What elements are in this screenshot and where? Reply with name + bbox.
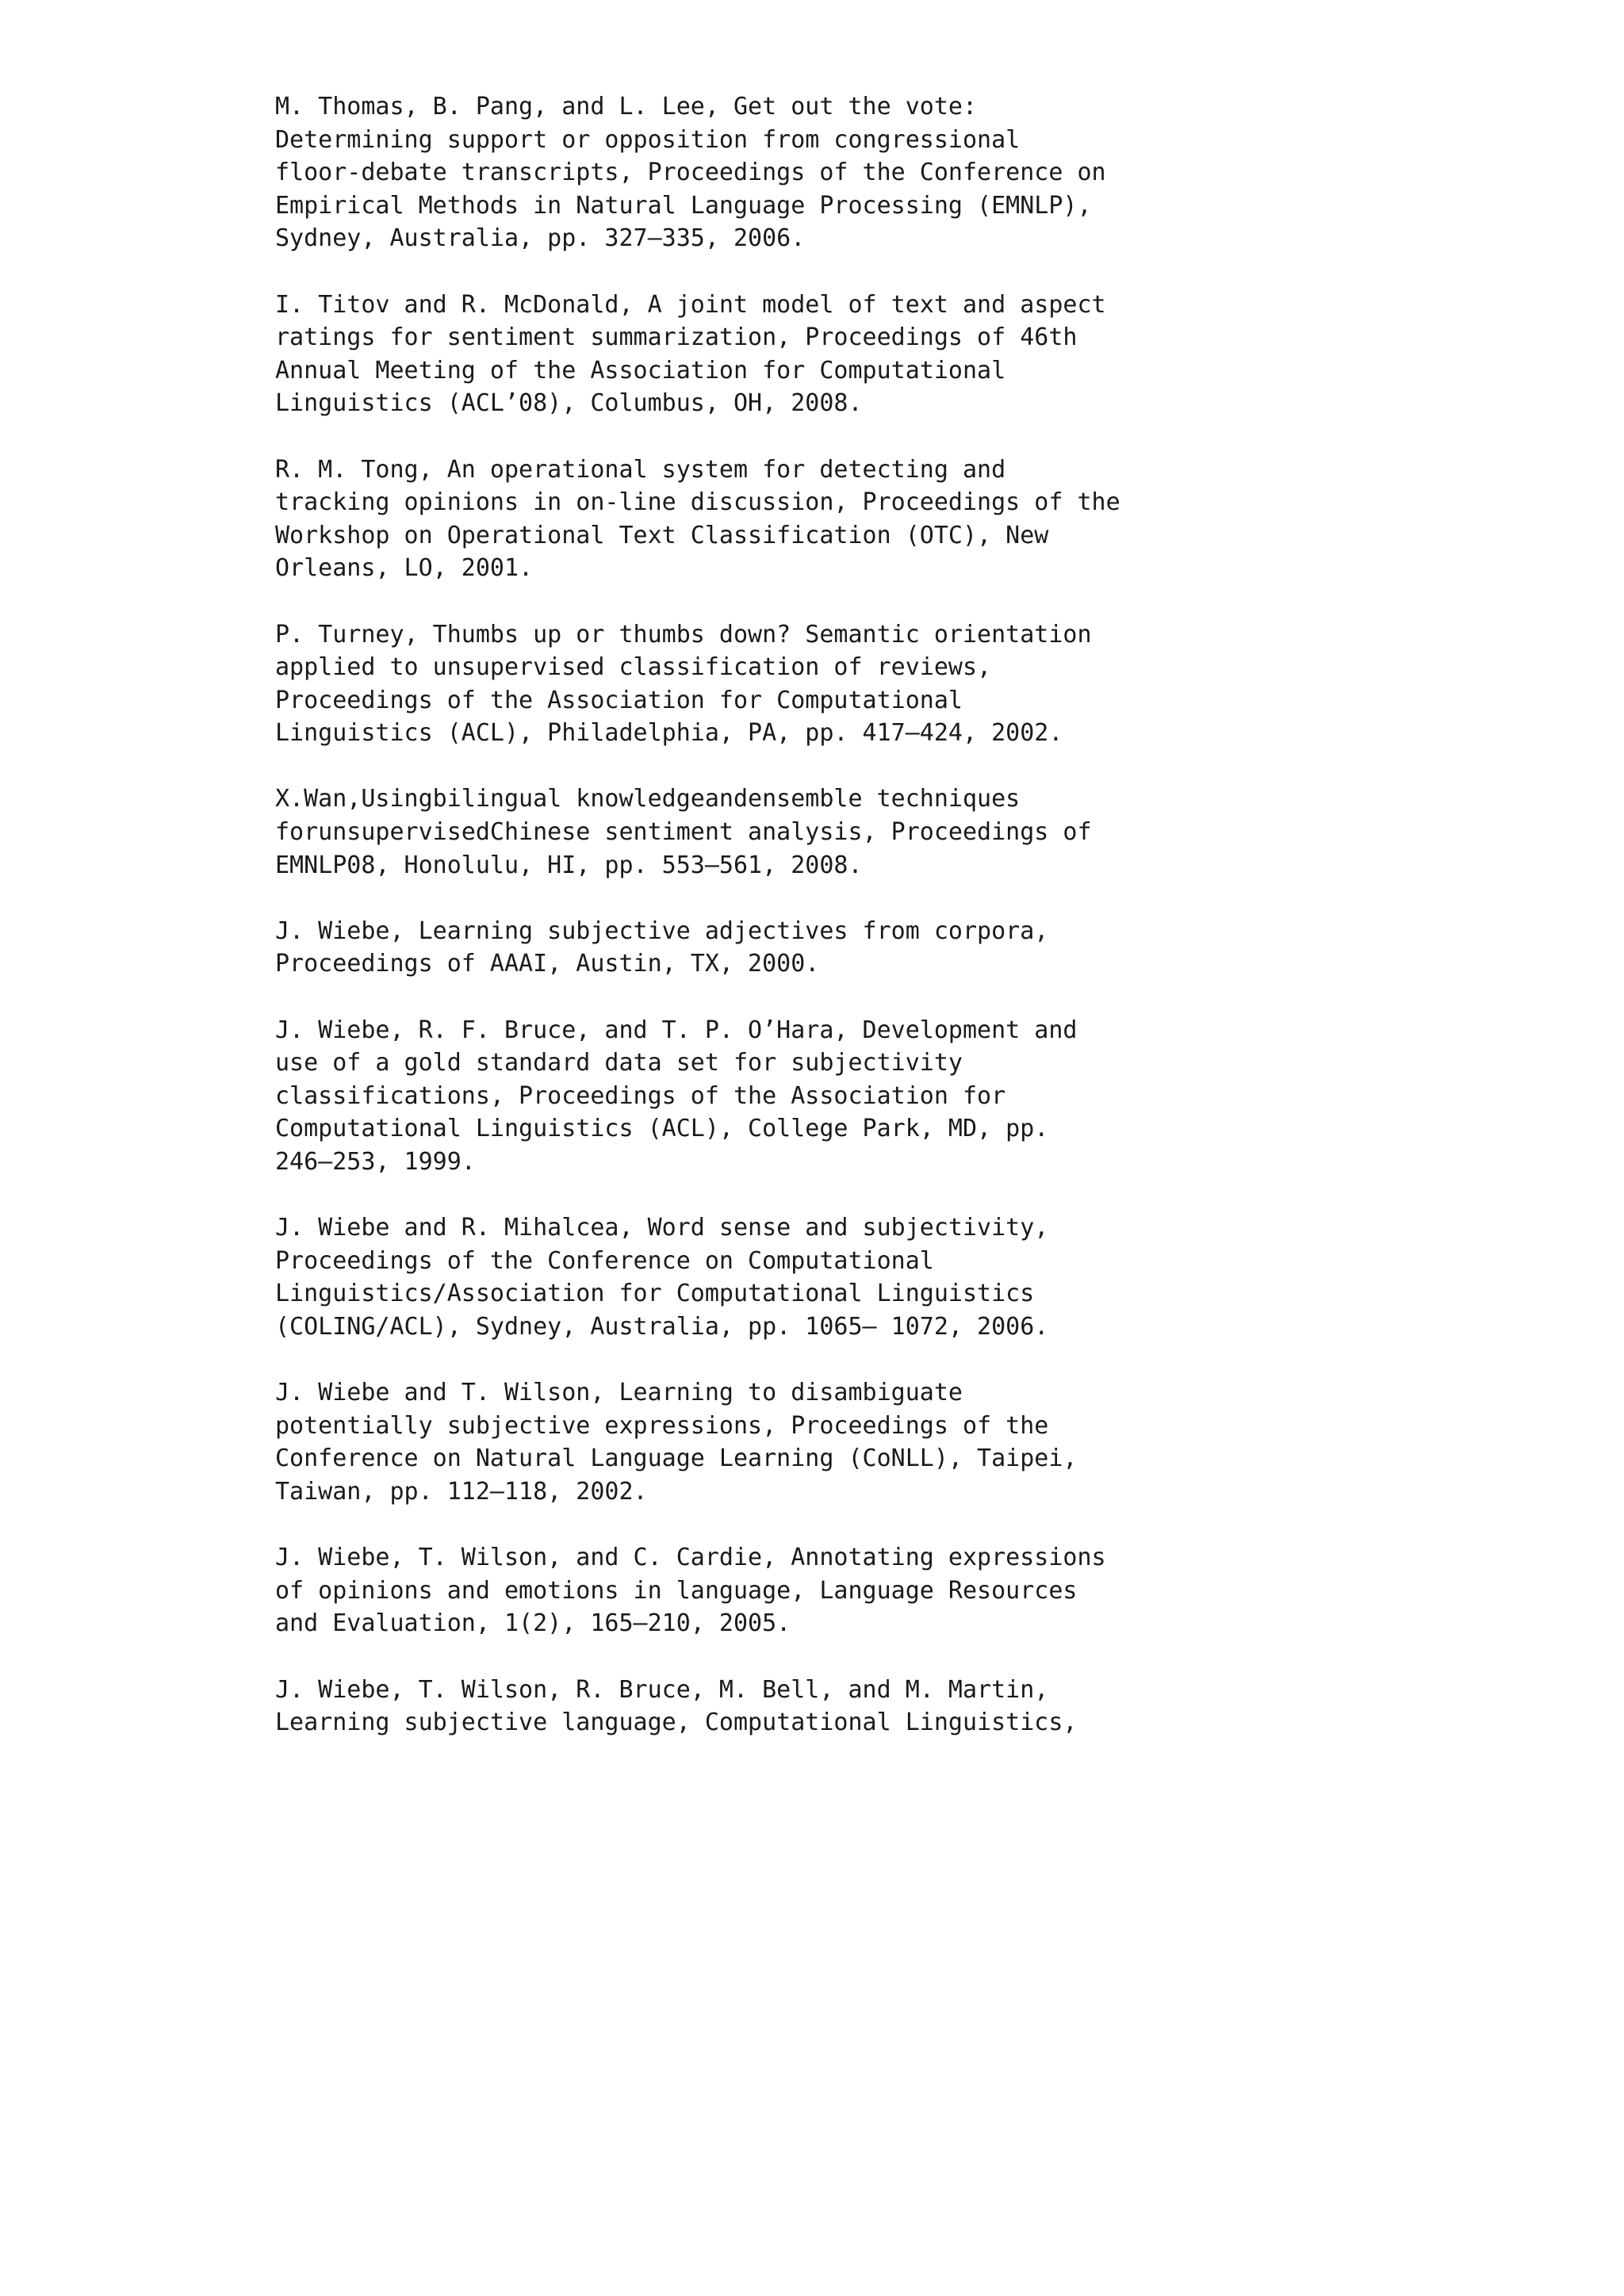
reference-line: J. Wiebe, Learning subjective adjectives from corpora, [275, 916, 1049, 945]
reference-line: (COLING/ACL), Sydney, Australia, pp. 1065– 1072, 2006. [275, 1312, 1049, 1341]
reference-line: Taiwan, pp. 112–118, 2002. [275, 1477, 648, 1506]
reference-entry [275, 1541, 1385, 1640]
reference-line: EMNLP08, Honolulu, HI, pp. 553–561, 2008. [275, 851, 863, 879]
reference-line: J. Wiebe, R. F. Bruce, and T. P. O’Hara, Development and [275, 1016, 1078, 1044]
reference-line: applied to unsupervised classification of reviews, [275, 653, 992, 682]
reference-entry [275, 1376, 1385, 1508]
reference-entry [275, 783, 1385, 882]
reference-line: Linguistics (ACL’08), Columbus, OH, 2008. [275, 389, 863, 418]
reference-line: Workshop on Operational Text Classification (OTC), New [275, 521, 1049, 549]
reference-entry [275, 453, 1385, 585]
reference-line: Orleans, LO, 2001. [275, 554, 534, 583]
reference-line: Proceedings of the Conference on Computational [275, 1246, 934, 1275]
reference-line: P. Turney, Thumbs up or thumbs down? Semantic orientation [275, 620, 1092, 649]
reference-line: Conference on Natural Language Learning (CoNLL), Taipei, [275, 1445, 1078, 1473]
reference-line: Sydney, Australia, pp. 327–335, 2006. [275, 224, 806, 253]
reference-line: J. Wiebe, T. Wilson, and C. Cardie, Annotating expressions [275, 1544, 1106, 1572]
reference-line: Determining support or opposition from congressional [275, 125, 1021, 154]
reference-line: Computational Linguistics (ACL), College Park, MD, pp. [275, 1115, 1049, 1143]
reference-line: and Evaluation, 1(2), 165–210, 2005. [275, 1609, 791, 1638]
reference-line: I. Titov and R. McDonald, A joint model of text and aspect [275, 290, 1106, 319]
reference-line: 246–253, 1999. [275, 1148, 476, 1176]
reference-line: Proceedings of AAAI, Austin, TX, 2000. [275, 950, 820, 978]
reference-line: classifications, Proceedings of the Association for [275, 1081, 1006, 1110]
reference-line: use of a gold standard data set for subjectivity [275, 1049, 963, 1077]
reference-line: X.Wan,Usingbilingual knowledgeandensemble techniques [275, 785, 1021, 813]
reference-line: of opinions and emotions in language, Language Resources [275, 1576, 1078, 1605]
reference-entry [275, 289, 1385, 420]
reference-line: Annual Meeting of the Association for Computational [275, 356, 1006, 385]
reference-line: floor-debate transcripts, Proceedings of the Conference on [275, 159, 1106, 187]
reference-line: ratings for sentiment summarization, Proceedings of 46th [275, 323, 1078, 352]
reference-line: Learning subjective language, Computational Linguistics, [275, 1709, 1078, 1737]
reference-entry [275, 1014, 1385, 1179]
reference-line: J. Wiebe, T. Wilson, R. Bruce, M. Bell, and M. Martin, [275, 1675, 1049, 1704]
reference-list [275, 90, 1385, 1772]
reference-line: Linguistics/Association for Computational Linguistics [275, 1280, 1035, 1308]
reference-entry [275, 618, 1385, 750]
reference-entry [275, 1674, 1385, 1739]
reference-line: forunsupervisedChinese sentiment analysis, Proceedings of [275, 818, 1092, 847]
reference-line: R. M. Tong, An operational system for detecting and [275, 455, 1006, 484]
reference-line: Linguistics (ACL), Philadelphia, PA, pp. 417–424, 2002. [275, 719, 1063, 748]
reference-entry [275, 90, 1385, 255]
reference-line: M. Thomas, B. Pang, and L. Lee, Get out the vote: [275, 93, 978, 121]
reference-line: tracking opinions in on-line discussion, Proceedings of the [275, 488, 1120, 517]
reference-line: Empirical Methods in Natural Language Processing (EMNLP), [275, 191, 1092, 220]
reference-line: J. Wiebe and R. Mihalcea, Word sense and subjectivity, [275, 1214, 1049, 1242]
reference-line: potentially subjective expressions, Proceedings of the [275, 1411, 1049, 1440]
reference-entry [275, 915, 1385, 981]
reference-line: Proceedings of the Association for Computational [275, 686, 963, 714]
reference-entry [275, 1211, 1385, 1343]
reference-line: J. Wiebe and T. Wilson, Learning to disambiguate [275, 1379, 963, 1407]
